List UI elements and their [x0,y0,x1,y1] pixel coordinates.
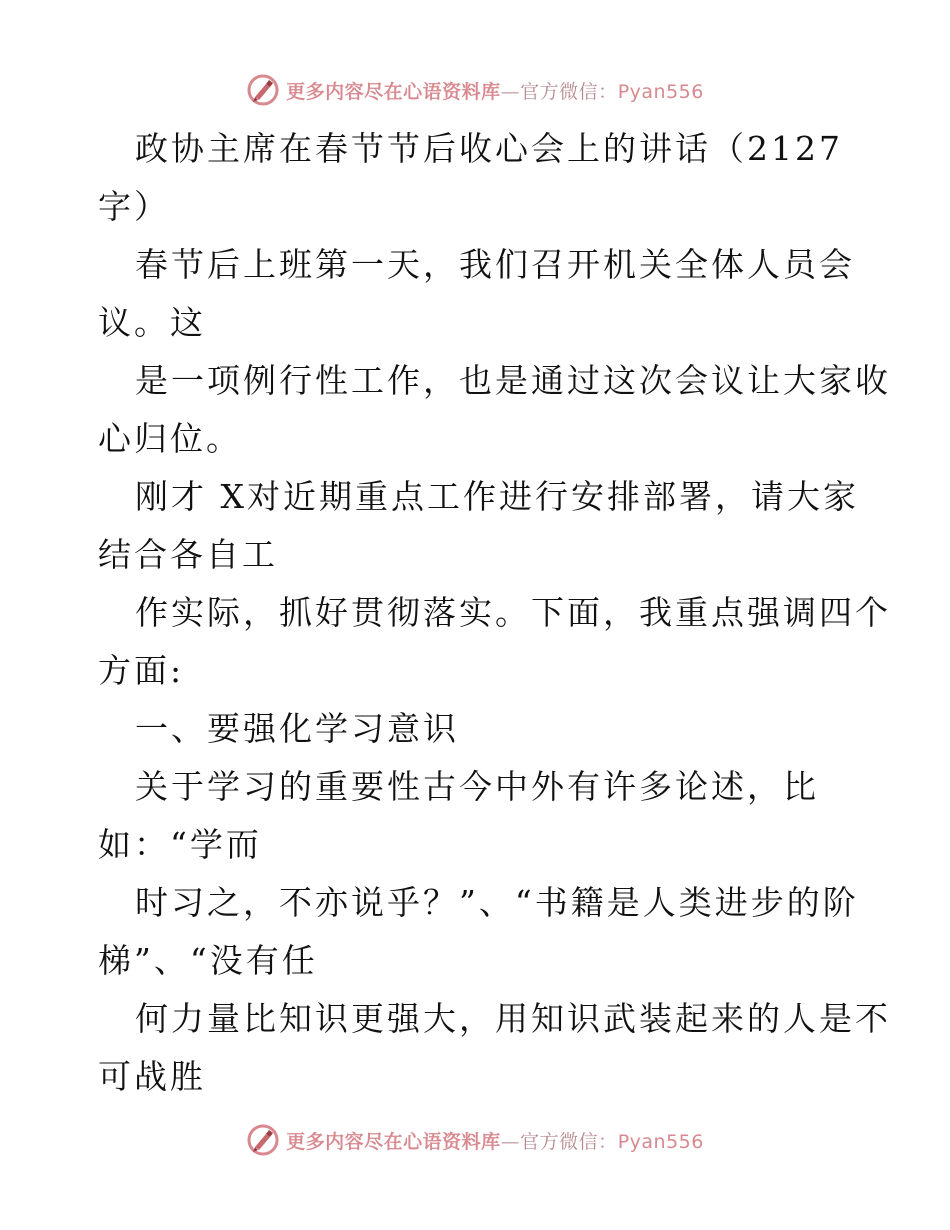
watermark-dash: — [500,1130,521,1153]
watermark-site-name: 更多内容尽在心语资料库 [286,1130,501,1153]
text-line: 梯”、“没有任 [98,941,318,980]
text-line: 方面: [98,651,185,690]
watermark-dash: — [500,80,521,103]
pen-logo-icon [246,73,280,107]
text-line: 议。这 [98,303,206,342]
text-line: 可战胜 [98,1057,206,1096]
text-line: 关于学习的重要性古今中外有许多论述，比 [135,767,819,806]
text-line: 何力量比知识更强大，用知识武装起来的人是不 [135,999,891,1038]
watermark-label: 官方微信： [520,1130,618,1153]
text-line: 刚才 X对近期重点工作进行安排部署，请大家 [135,477,859,516]
text-line: 时习之，不亦说乎？”、“书籍是人类进步的阶 [135,883,859,922]
watermark-site-name: 更多内容尽在心语资料库 [286,80,501,103]
text-line: 作实际，抓好贯彻落实。下面，我重点强调四个 [135,593,891,632]
text-line: 心归位。 [98,419,242,458]
text-line: 如：“学而 [98,825,262,864]
text-line-title-1: 政协主席在春节节后收心会上的讲话（2127 [135,129,843,168]
pen-logo-icon [246,1123,280,1157]
text-line: 结合各自工 [98,535,278,574]
text-line: 春节后上班第一天，我们召开机关全体人员会 [135,245,855,284]
watermark-wechat-id: Pyan556 [617,1130,704,1153]
header-watermark [0,70,950,110]
document-body [98,120,891,1106]
text-line: 是一项例行性工作，也是通过这次会议让大家收 [135,361,891,400]
text-line-title-2: 字） [98,187,170,226]
watermark-wechat-id: Pyan556 [617,80,704,103]
section-heading: 一、要强化学习意识 [135,709,459,748]
footer-watermark [0,1120,950,1160]
watermark-label: 官方微信： [520,80,618,103]
